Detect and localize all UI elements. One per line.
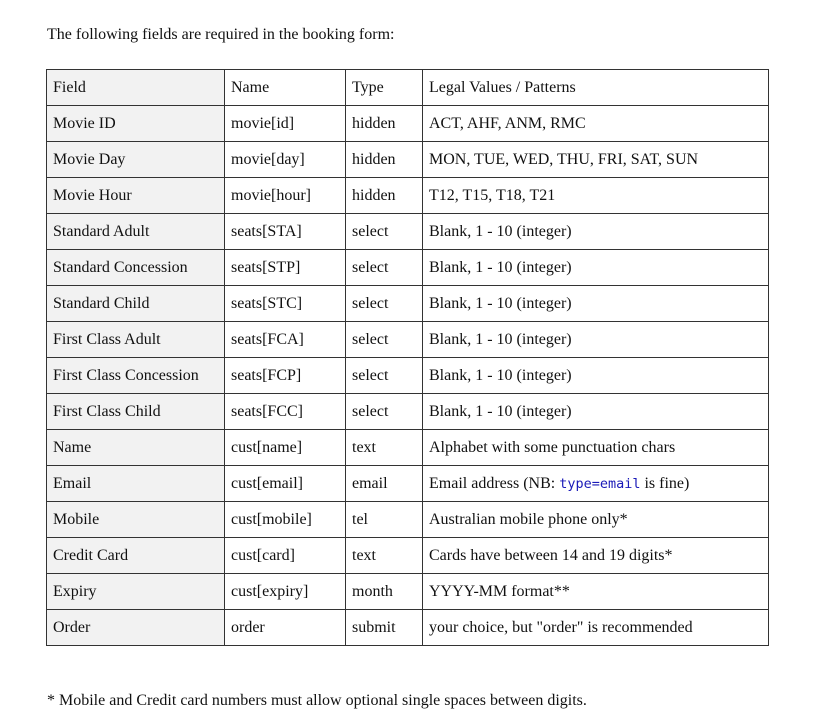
table-row <box>47 142 769 178</box>
cell-values: Blank, 1 - 10 (integer) <box>423 394 769 430</box>
cell-field: Expiry <box>47 574 225 610</box>
cell-values <box>423 466 769 502</box>
cell-field: Email <box>47 466 225 502</box>
cell-field: Mobile <box>47 502 225 538</box>
footnote: * Mobile and Credit card numbers must allow optional single spaces between digits. <box>47 692 587 709</box>
cell-values: Australian mobile phone only* <box>423 502 769 538</box>
cell-name: seats[STA] <box>225 214 346 250</box>
cell-name: movie[id] <box>225 106 346 142</box>
table-row <box>47 322 769 358</box>
cell-field: Standard Adult <box>47 214 225 250</box>
cell-name: cust[expiry] <box>225 574 346 610</box>
header-values: Legal Values / Patterns <box>423 70 769 106</box>
inline-code: type=email <box>559 475 641 492</box>
table-row <box>47 286 769 322</box>
cell-name: seats[STP] <box>225 250 346 286</box>
cell-name: cust[card] <box>225 538 346 574</box>
cell-type: hidden <box>346 178 423 214</box>
cell-name: cust[name] <box>225 430 346 466</box>
cell-type: text <box>346 538 423 574</box>
cell-values: Cards have between 14 and 19 digits* <box>423 538 769 574</box>
cell-field: Credit Card <box>47 538 225 574</box>
table-row <box>47 610 769 646</box>
cell-field: First Class Concession <box>47 358 225 394</box>
cell-field: Movie Hour <box>47 178 225 214</box>
values-text-prefix: Email address (NB: <box>429 474 560 492</box>
cell-values: Alphabet with some punctuation chars <box>423 430 769 466</box>
cell-values: Blank, 1 - 10 (integer) <box>423 214 769 250</box>
cell-name: cust[email] <box>225 466 346 502</box>
cell-type: month <box>346 574 423 610</box>
cell-field: Name <box>47 430 225 466</box>
header-name: Name <box>225 70 346 106</box>
cell-type: select <box>346 250 423 286</box>
cell-field: Order <box>47 610 225 646</box>
cell-name: seats[STC] <box>225 286 346 322</box>
table-row <box>47 214 769 250</box>
cell-name: movie[hour] <box>225 178 346 214</box>
cell-values: Blank, 1 - 10 (integer) <box>423 358 769 394</box>
cell-field: First Class Child <box>47 394 225 430</box>
table-row <box>47 106 769 142</box>
cell-values: Blank, 1 - 10 (integer) <box>423 250 769 286</box>
cell-values: ACT, AHF, ANM, RMC <box>423 106 769 142</box>
booking-fields-table <box>46 69 769 646</box>
table-header-row <box>47 70 769 106</box>
cell-field: First Class Adult <box>47 322 225 358</box>
cell-values: YYYY-MM format** <box>423 574 769 610</box>
table-row <box>47 502 769 538</box>
cell-type: select <box>346 394 423 430</box>
cell-values: T12, T15, T18, T21 <box>423 178 769 214</box>
cell-type: text <box>346 430 423 466</box>
cell-field: Standard Child <box>47 286 225 322</box>
cell-field: Movie Day <box>47 142 225 178</box>
cell-name: movie[day] <box>225 142 346 178</box>
cell-type: tel <box>346 502 423 538</box>
cell-type: email <box>346 466 423 502</box>
intro-text: The following fields are required in the booking form: <box>47 26 395 43</box>
cell-name: seats[FCP] <box>225 358 346 394</box>
table-row <box>47 466 769 502</box>
cell-type: select <box>346 286 423 322</box>
cell-field: Movie ID <box>47 106 225 142</box>
cell-values: Blank, 1 - 10 (integer) <box>423 286 769 322</box>
cell-type: select <box>346 322 423 358</box>
cell-values: MON, TUE, WED, THU, FRI, SAT, SUN <box>423 142 769 178</box>
table-row <box>47 178 769 214</box>
cell-type: hidden <box>346 142 423 178</box>
cell-field: Standard Concession <box>47 250 225 286</box>
cell-type: submit <box>346 610 423 646</box>
cell-name: cust[mobile] <box>225 502 346 538</box>
table-row <box>47 538 769 574</box>
cell-name: seats[FCA] <box>225 322 346 358</box>
cell-name: order <box>225 610 346 646</box>
cell-type: hidden <box>346 106 423 142</box>
table-row <box>47 358 769 394</box>
cell-type: select <box>346 214 423 250</box>
header-type: Type <box>346 70 423 106</box>
table-row <box>47 430 769 466</box>
table-row <box>47 250 769 286</box>
table-row <box>47 574 769 610</box>
table-row <box>47 394 769 430</box>
cell-name: seats[FCC] <box>225 394 346 430</box>
header-field: Field <box>47 70 225 106</box>
cell-values: Blank, 1 - 10 (integer) <box>423 322 769 358</box>
cell-type: select <box>346 358 423 394</box>
values-text-suffix: is fine) <box>640 474 690 492</box>
cell-values: your choice, but "order" is recommended <box>423 610 769 646</box>
